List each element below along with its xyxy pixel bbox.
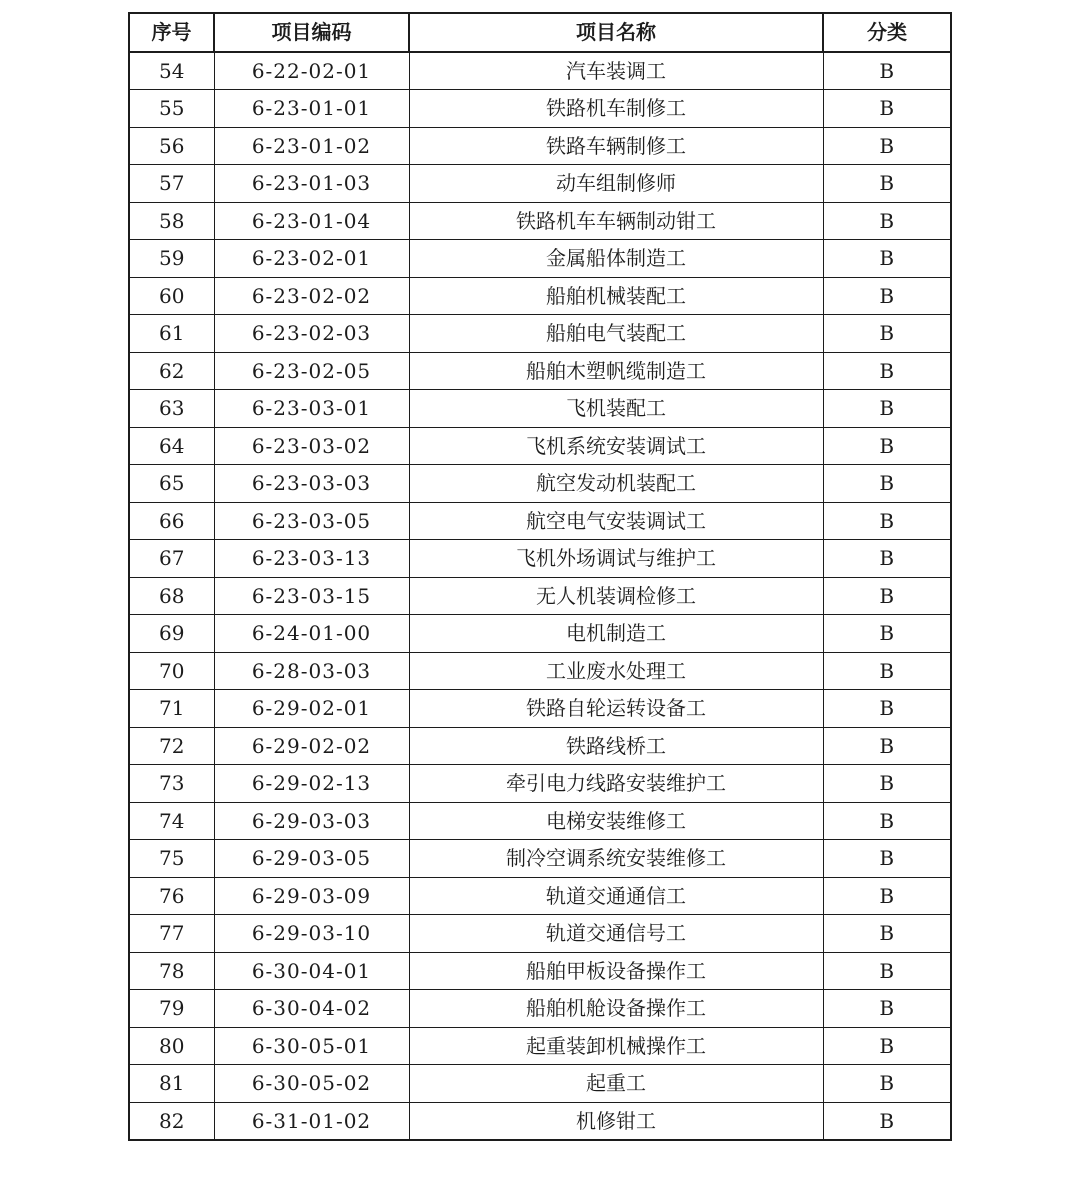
project-code-cell: 6-30-05-01 [214,1027,409,1065]
row-number-cell: 77 [129,915,214,953]
row-number-cell: 58 [129,202,214,240]
project-code-cell: 6-30-04-01 [214,952,409,990]
project-name-cell: 航空电气安装调试工 [409,502,823,540]
project-name-cell: 电机制造工 [409,615,823,653]
project-code-cell: 6-30-05-02 [214,1065,409,1103]
table-row [129,427,951,465]
row-number-cell: 64 [129,427,214,465]
project-code-cell: 6-23-01-02 [214,127,409,165]
row-number-cell: 65 [129,465,214,503]
category-cell: B [823,990,951,1028]
project-name-cell: 起重工 [409,1065,823,1103]
project-name-cell: 铁路车辆制修工 [409,127,823,165]
project-code-cell: 6-23-03-05 [214,502,409,540]
category-cell: B [823,840,951,878]
table-row [129,652,951,690]
category-cell: B [823,502,951,540]
project-code-cell: 6-29-03-09 [214,877,409,915]
category-cell: B [823,352,951,390]
project-code-cell: 6-23-03-13 [214,540,409,578]
table-row [129,1102,951,1140]
row-number-cell: 56 [129,127,214,165]
project-code-cell: 6-22-02-01 [214,52,409,90]
project-name-cell: 铁路机车车辆制动钳工 [409,202,823,240]
category-cell: B [823,277,951,315]
project-name-cell: 汽车装调工 [409,52,823,90]
category-cell: B [823,615,951,653]
row-number-cell: 60 [129,277,214,315]
project-name-cell: 工业废水处理工 [409,652,823,690]
project-name-cell: 轨道交通信号工 [409,915,823,953]
table-row [129,52,951,90]
table-row [129,915,951,953]
table-row [129,727,951,765]
table-row [129,202,951,240]
row-number-cell: 62 [129,352,214,390]
category-cell: B [823,802,951,840]
row-number-cell: 67 [129,540,214,578]
row-number-cell: 72 [129,727,214,765]
project-name-cell: 飞机外场调试与维护工 [409,540,823,578]
table-row [129,165,951,203]
project-code-cell: 6-23-03-02 [214,427,409,465]
project-code-cell: 6-23-01-03 [214,165,409,203]
project-name-cell: 起重装卸机械操作工 [409,1027,823,1065]
project-code-cell: 6-23-03-03 [214,465,409,503]
project-name-cell: 飞机系统安装调试工 [409,427,823,465]
project-code-cell: 6-30-04-02 [214,990,409,1028]
project-code-cell: 6-23-02-02 [214,277,409,315]
project-name-cell: 飞机装配工 [409,390,823,428]
project-name-cell: 船舶机舱设备操作工 [409,990,823,1028]
category-cell: B [823,202,951,240]
category-cell: B [823,877,951,915]
table-header [129,13,951,52]
project-code-cell: 6-24-01-00 [214,615,409,653]
table-row [129,352,951,390]
project-name-cell: 无人机装调检修工 [409,577,823,615]
table-body [129,52,951,1141]
table-header-row [129,13,951,52]
project-code-cell: 6-23-02-03 [214,315,409,353]
project-code-cell: 6-23-01-01 [214,90,409,128]
project-name-cell: 金属船体制造工 [409,240,823,278]
category-cell: B [823,240,951,278]
header-project-code: 项目编码 [214,13,409,52]
category-cell: B [823,690,951,728]
category-cell: B [823,1102,951,1140]
table-row [129,877,951,915]
row-number-cell: 81 [129,1065,214,1103]
table-row [129,1065,951,1103]
row-number-cell: 59 [129,240,214,278]
project-name-cell: 轨道交通通信工 [409,877,823,915]
category-cell: B [823,1065,951,1103]
table-row [129,615,951,653]
category-cell: B [823,915,951,953]
project-code-cell: 6-23-02-05 [214,352,409,390]
row-number-cell: 66 [129,502,214,540]
category-cell: B [823,540,951,578]
category-cell: B [823,52,951,90]
table-row [129,765,951,803]
row-number-cell: 63 [129,390,214,428]
header-project-name: 项目名称 [409,13,823,52]
row-number-cell: 54 [129,52,214,90]
project-code-cell: 6-31-01-02 [214,1102,409,1140]
table-row [129,502,951,540]
category-cell: B [823,652,951,690]
table-row [129,277,951,315]
category-cell: B [823,765,951,803]
table-row [129,802,951,840]
project-name-cell: 电梯安装维修工 [409,802,823,840]
project-name-cell: 船舶甲板设备操作工 [409,952,823,990]
project-code-cell: 6-23-03-15 [214,577,409,615]
project-code-cell: 6-29-02-13 [214,765,409,803]
row-number-cell: 55 [129,90,214,128]
project-name-cell: 船舶机械装配工 [409,277,823,315]
category-cell: B [823,427,951,465]
row-number-cell: 73 [129,765,214,803]
category-cell: B [823,165,951,203]
header-index: 序号 [129,13,214,52]
row-number-cell: 82 [129,1102,214,1140]
project-name-cell: 制冷空调系统安装维修工 [409,840,823,878]
project-name-cell: 牵引电力线路安装维护工 [409,765,823,803]
row-number-cell: 75 [129,840,214,878]
row-number-cell: 74 [129,802,214,840]
table-row [129,240,951,278]
row-number-cell: 57 [129,165,214,203]
category-cell: B [823,727,951,765]
table-row [129,315,951,353]
project-name-cell: 铁路线桥工 [409,727,823,765]
table-row [129,390,951,428]
project-name-cell: 航空发动机装配工 [409,465,823,503]
table-row [129,840,951,878]
project-code-cell: 6-29-03-10 [214,915,409,953]
category-cell: B [823,390,951,428]
project-code-cell: 6-29-03-05 [214,840,409,878]
project-name-cell: 船舶电气装配工 [409,315,823,353]
project-code-cell: 6-23-03-01 [214,390,409,428]
category-cell: B [823,1027,951,1065]
table-row [129,577,951,615]
category-cell: B [823,90,951,128]
table-row [129,952,951,990]
project-code-cell: 6-29-02-01 [214,690,409,728]
table-row [129,465,951,503]
category-cell: B [823,465,951,503]
project-code-cell: 6-29-03-03 [214,802,409,840]
table-row [129,90,951,128]
project-name-cell: 机修钳工 [409,1102,823,1140]
project-code-cell: 6-29-02-02 [214,727,409,765]
category-cell: B [823,577,951,615]
project-name-cell: 船舶木塑帆缆制造工 [409,352,823,390]
category-cell: B [823,952,951,990]
header-category: 分类 [823,13,951,52]
row-number-cell: 68 [129,577,214,615]
row-number-cell: 69 [129,615,214,653]
category-cell: B [823,315,951,353]
row-number-cell: 71 [129,690,214,728]
project-code-cell: 6-28-03-03 [214,652,409,690]
project-name-cell: 铁路机车制修工 [409,90,823,128]
table-row [129,540,951,578]
project-name-cell: 铁路自轮运转设备工 [409,690,823,728]
table-row [129,127,951,165]
row-number-cell: 76 [129,877,214,915]
row-number-cell: 79 [129,990,214,1028]
category-cell: B [823,127,951,165]
row-number-cell: 70 [129,652,214,690]
project-code-cell: 6-23-02-01 [214,240,409,278]
table-row [129,690,951,728]
row-number-cell: 80 [129,1027,214,1065]
project-name-cell: 动车组制修师 [409,165,823,203]
table-row [129,1027,951,1065]
row-number-cell: 61 [129,315,214,353]
project-code-cell: 6-23-01-04 [214,202,409,240]
table-row [129,990,951,1028]
row-number-cell: 78 [129,952,214,990]
project-code-table [128,12,952,1141]
